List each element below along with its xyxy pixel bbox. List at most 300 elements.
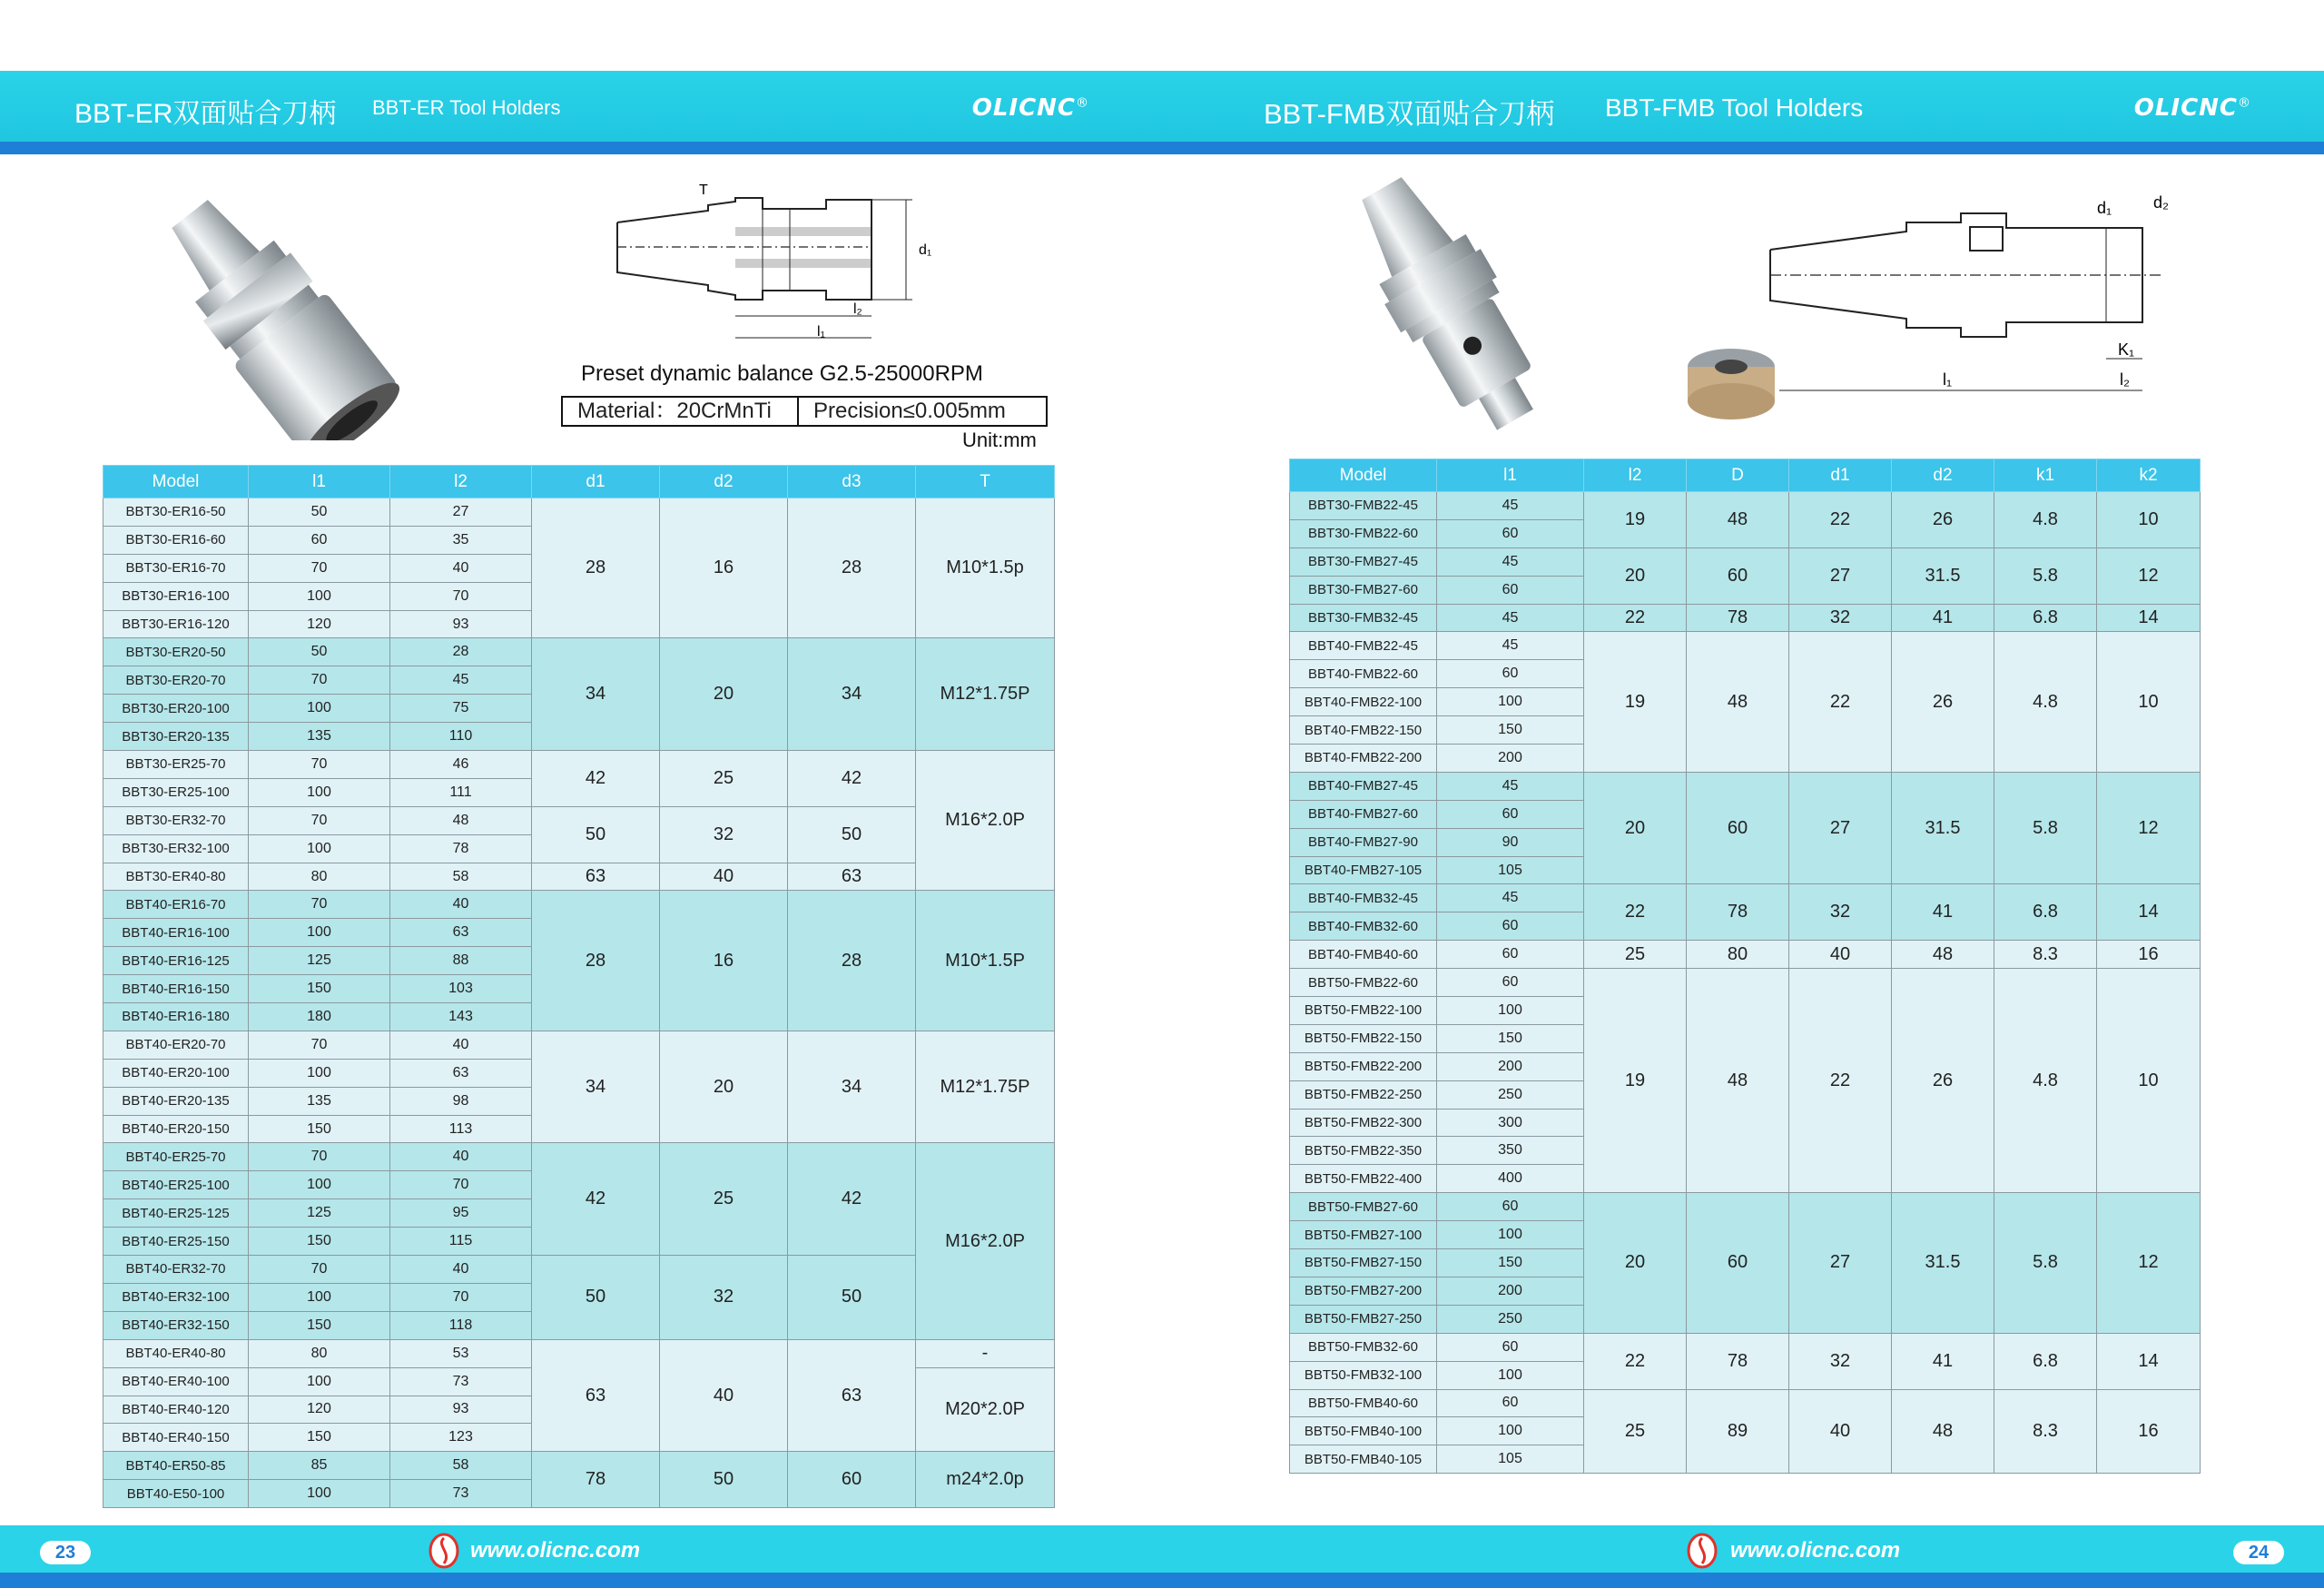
k1-cell: 6.8	[1994, 604, 2097, 632]
model-cell: BBT30-ER25-70	[103, 751, 249, 779]
model-cell: BBT30-ER25-100	[103, 778, 249, 806]
model-cell: BBT40-FMB27-60	[1290, 800, 1437, 828]
model-cell: BBT30-FMB27-60	[1290, 576, 1437, 604]
d2-cell: 20	[660, 638, 788, 751]
model-cell: BBT40-FMB27-90	[1290, 828, 1437, 856]
model-cell: BBT50-FMB40-100	[1290, 1417, 1437, 1445]
l1-cell: 70	[249, 554, 390, 582]
thread-cell: M10*1.5p	[916, 498, 1055, 638]
D-cell: 78	[1687, 884, 1789, 941]
unit-label: Unit:mm	[962, 429, 1037, 451]
column-header-d1: d1	[1789, 459, 1892, 492]
thread-cell: -	[916, 1339, 1055, 1367]
l1-cell: 100	[249, 919, 390, 947]
k1-cell: 8.3	[1994, 941, 2097, 969]
l1-cell: 90	[1437, 828, 1584, 856]
table-row	[1290, 632, 2201, 660]
l1-cell: 50	[249, 638, 390, 666]
table-row	[103, 1339, 1055, 1367]
model-cell: BBT40-ER25-150	[103, 1228, 249, 1256]
k1-cell: 5.8	[1994, 547, 2097, 604]
l1-cell: 100	[249, 834, 390, 863]
material-text: Material：20CrMnTi	[563, 398, 799, 425]
l2-cell: 143	[390, 1003, 532, 1031]
l1-cell: 100	[249, 695, 390, 723]
l1-cell: 125	[249, 947, 390, 975]
l2-cell: 73	[390, 1367, 532, 1396]
d1-cell: 28	[532, 498, 660, 638]
k1-cell: 5.8	[1994, 772, 2097, 884]
l1-cell: 100	[249, 1283, 390, 1311]
d2-cell: 16	[660, 498, 788, 638]
d2-cell: 40	[660, 1339, 788, 1452]
k2-cell: 12	[2097, 772, 2201, 884]
l1-cell: 150	[249, 1228, 390, 1256]
k1-cell: 4.8	[1994, 969, 2097, 1193]
model-cell: BBT50-FMB32-60	[1290, 1333, 1437, 1361]
k2-cell: 10	[2097, 969, 2201, 1193]
model-cell: BBT50-FMB22-200	[1290, 1052, 1437, 1080]
l1-cell: 400	[1437, 1165, 1584, 1193]
model-cell: BBT30-ER20-135	[103, 723, 249, 751]
d2-cell: 40	[660, 863, 788, 891]
model-cell: BBT30-ER16-100	[103, 582, 249, 610]
table-row	[1290, 969, 2201, 997]
l1-cell: 150	[249, 975, 390, 1003]
olicnc-logo-icon	[428, 1533, 459, 1569]
d3-cell: 60	[788, 1452, 916, 1508]
table-row	[103, 751, 1055, 779]
l2-cell: 35	[390, 526, 532, 554]
D-cell: 89	[1687, 1389, 1789, 1474]
l2-cell: 103	[390, 975, 532, 1003]
d2-cell: 26	[1892, 632, 1994, 772]
d1-cell: 27	[1789, 1193, 1892, 1333]
k2-cell: 16	[2097, 941, 2201, 969]
l1-cell: 45	[1437, 884, 1584, 912]
drawing-label-l2-fmb: l₂	[2120, 370, 2130, 389]
model-cell: BBT40-ER16-180	[103, 1003, 249, 1031]
model-cell: BBT50-FMB22-100	[1290, 997, 1437, 1025]
thread-cell: M16*2.0P	[916, 751, 1055, 891]
model-cell: BBT50-FMB22-350	[1290, 1137, 1437, 1165]
l2-cell: 88	[390, 947, 532, 975]
l1-cell: 45	[1437, 547, 1584, 576]
bbt-fmb-technical-drawing	[1761, 186, 2270, 404]
right-page	[1162, 0, 2324, 1588]
drawing-label-l1-fmb: l₁	[1943, 370, 1953, 389]
d2-cell: 41	[1892, 604, 1994, 632]
d3-cell: 34	[788, 1031, 916, 1143]
model-cell: BBT40-FMB22-45	[1290, 632, 1437, 660]
model-cell: BBT30-ER40-80	[103, 863, 249, 891]
k2-cell: 14	[2097, 1333, 2201, 1389]
model-cell: BBT30-ER16-120	[103, 610, 249, 638]
table-row	[103, 1143, 1055, 1171]
l2-cell: 78	[390, 834, 532, 863]
l1-cell: 100	[1437, 1221, 1584, 1249]
l2-cell: 19	[1584, 632, 1687, 772]
d2-cell: 26	[1892, 492, 1994, 548]
table-row	[1290, 941, 2201, 969]
d3-cell: 50	[788, 806, 916, 863]
l2-cell: 40	[390, 1031, 532, 1059]
l1-cell: 85	[249, 1452, 390, 1480]
l1-cell: 100	[1437, 688, 1584, 716]
table-row	[103, 806, 1055, 834]
model-cell: BBT30-ER16-50	[103, 498, 249, 527]
l1-cell: 350	[1437, 1137, 1584, 1165]
l2-cell: 110	[390, 723, 532, 751]
d3-cell: 50	[788, 1256, 916, 1340]
d2-cell: 25	[660, 751, 788, 807]
left-brand-logo: OLICNC®	[971, 94, 1089, 122]
right-title-cn: BBT-FMB双面贴合刀柄	[1264, 98, 1555, 130]
thread-cell: m24*2.0p	[916, 1452, 1055, 1508]
model-cell: BBT30-ER20-100	[103, 695, 249, 723]
column-header-d: D	[1687, 459, 1789, 492]
l1-cell: 45	[1437, 492, 1584, 520]
D-cell: 80	[1687, 941, 1789, 969]
l2-cell: 19	[1584, 492, 1687, 548]
model-cell: BBT40-FMB27-45	[1290, 772, 1437, 800]
model-cell: BBT50-FMB27-250	[1290, 1305, 1437, 1333]
l2-cell: 22	[1584, 884, 1687, 941]
l1-cell: 100	[249, 778, 390, 806]
k1-cell: 5.8	[1994, 1193, 2097, 1333]
d1-cell: 34	[532, 1031, 660, 1143]
model-cell: BBT50-FMB40-105	[1290, 1445, 1437, 1474]
model-cell: BBT50-FMB22-150	[1290, 1024, 1437, 1052]
l1-cell: 60	[1437, 519, 1584, 547]
model-cell: BBT30-ER32-100	[103, 834, 249, 863]
model-cell: BBT50-FMB22-250	[1290, 1080, 1437, 1109]
l2-cell: 20	[1584, 547, 1687, 604]
d2-cell: 48	[1892, 941, 1994, 969]
d1-cell: 42	[532, 751, 660, 807]
l1-cell: 70	[249, 806, 390, 834]
model-cell: BBT40-ER40-100	[103, 1367, 249, 1396]
k1-cell: 4.8	[1994, 492, 2097, 548]
model-cell: BBT40-FMB27-105	[1290, 856, 1437, 884]
l1-cell: 105	[1437, 1445, 1584, 1474]
l1-cell: 50	[249, 498, 390, 527]
l1-cell: 200	[1437, 1277, 1584, 1305]
d3-cell: 63	[788, 863, 916, 891]
l1-cell: 125	[249, 1199, 390, 1228]
l1-cell: 100	[249, 1059, 390, 1087]
l1-cell: 70	[249, 1256, 390, 1284]
model-cell: BBT30-FMB22-60	[1290, 519, 1437, 547]
l2-cell: 58	[390, 1452, 532, 1480]
d2-cell: 32	[660, 806, 788, 863]
d3-cell: 34	[788, 638, 916, 751]
l1-cell: 135	[249, 1087, 390, 1115]
d1-cell: 40	[1789, 941, 1892, 969]
l2-cell: 73	[390, 1480, 532, 1508]
l2-cell: 53	[390, 1339, 532, 1367]
l1-cell: 105	[1437, 856, 1584, 884]
table-header-row	[103, 466, 1055, 498]
l2-cell: 40	[390, 1143, 532, 1171]
model-cell: BBT40-E50-100	[103, 1480, 249, 1508]
k2-cell: 14	[2097, 604, 2201, 632]
thread-cell: M16*2.0P	[916, 1143, 1055, 1339]
column-header-k2: k2	[2097, 459, 2201, 492]
k1-cell: 6.8	[1994, 884, 2097, 941]
d2-cell: 41	[1892, 884, 1994, 941]
model-cell: BBT40-FMB22-150	[1290, 716, 1437, 745]
l1-cell: 300	[1437, 1109, 1584, 1137]
l2-cell: 75	[390, 695, 532, 723]
l1-cell: 60	[1437, 660, 1584, 688]
k2-cell: 10	[2097, 492, 2201, 548]
model-cell: BBT40-ER25-125	[103, 1199, 249, 1228]
left-header-stripe	[0, 142, 1162, 154]
table-row	[1290, 772, 2201, 800]
k2-cell: 14	[2097, 884, 2201, 941]
drawing-label-k1: K₁	[2118, 340, 2135, 359]
page-number-left: 23	[40, 1541, 91, 1564]
k2-cell: 10	[2097, 632, 2201, 772]
d1-cell: 63	[532, 1339, 660, 1452]
table-row	[103, 498, 1055, 527]
table-row	[1290, 492, 2201, 520]
k1-cell: 6.8	[1994, 1333, 2097, 1389]
D-cell: 78	[1687, 1333, 1789, 1389]
model-cell: BBT30-FMB27-45	[1290, 547, 1437, 576]
d3-cell: 28	[788, 891, 916, 1031]
d1-cell: 63	[532, 863, 660, 891]
l1-cell: 100	[1437, 997, 1584, 1025]
l1-cell: 120	[249, 610, 390, 638]
l1-cell: 180	[249, 1003, 390, 1031]
k2-cell: 12	[2097, 547, 2201, 604]
d2-cell: 50	[660, 1452, 788, 1508]
drawing-label-d1-fmb: d₁	[2097, 199, 2112, 217]
table-row	[103, 1256, 1055, 1284]
l2-cell: 63	[390, 1059, 532, 1087]
model-cell: BBT40-ER16-150	[103, 975, 249, 1003]
l1-cell: 100	[249, 1171, 390, 1199]
drawing-label-d2-fmb: d₂	[2153, 193, 2169, 212]
left-header	[0, 71, 1162, 142]
D-cell: 60	[1687, 547, 1789, 604]
table-row	[1290, 884, 2201, 912]
right-footer-stripe	[1162, 1573, 2324, 1588]
website-link-left[interactable]: www.olicnc.com	[470, 1538, 641, 1563]
balance-caption: Preset dynamic balance G2.5-25000RPM	[581, 361, 983, 386]
l2-cell: 27	[390, 498, 532, 527]
model-cell: BBT50-FMB27-150	[1290, 1249, 1437, 1277]
column-header-d1: d1	[532, 466, 660, 498]
model-cell: BBT50-FMB27-200	[1290, 1277, 1437, 1305]
model-cell: BBT40-ER16-100	[103, 919, 249, 947]
k2-cell: 12	[2097, 1193, 2201, 1333]
l1-cell: 60	[1437, 912, 1584, 941]
l2-cell: 22	[1584, 604, 1687, 632]
bbt-er-spec-table	[103, 465, 1055, 1508]
drawing-label-T: T	[699, 182, 708, 198]
model-cell: BBT30-ER20-50	[103, 638, 249, 666]
model-cell: BBT40-ER20-150	[103, 1115, 249, 1143]
model-cell: BBT40-ER40-150	[103, 1424, 249, 1452]
d3-cell: 42	[788, 1143, 916, 1256]
l2-cell: 70	[390, 1283, 532, 1311]
model-cell: BBT40-ER25-70	[103, 1143, 249, 1171]
model-cell: BBT40-FMB32-45	[1290, 884, 1437, 912]
l2-cell: 115	[390, 1228, 532, 1256]
l1-cell: 80	[249, 1339, 390, 1367]
d1-cell: 27	[1789, 547, 1892, 604]
model-cell: BBT50-FMB40-60	[1290, 1389, 1437, 1417]
D-cell: 78	[1687, 604, 1789, 632]
model-cell: BBT40-ER16-70	[103, 891, 249, 919]
l2-cell: 22	[1584, 1333, 1687, 1389]
l2-cell: 28	[390, 638, 532, 666]
l1-cell: 100	[1437, 1361, 1584, 1389]
right-title-en: BBT-FMB Tool Holders	[1605, 94, 1864, 122]
model-cell: BBT40-ER40-80	[103, 1339, 249, 1367]
bbt-er-holder-photo	[118, 159, 499, 440]
l2-cell: 111	[390, 778, 532, 806]
l2-cell: 40	[390, 1256, 532, 1284]
d3-cell: 42	[788, 751, 916, 807]
column-header-d3: d3	[788, 466, 916, 498]
l2-cell: 98	[390, 1087, 532, 1115]
column-header-t: T	[916, 466, 1055, 498]
l1-cell: 120	[249, 1396, 390, 1424]
table-row	[103, 1452, 1055, 1480]
column-header-d2: d2	[660, 466, 788, 498]
l2-cell: 113	[390, 1115, 532, 1143]
model-cell: BBT40-ER50-85	[103, 1452, 249, 1480]
table-row	[1290, 1193, 2201, 1221]
model-cell: BBT30-ER32-70	[103, 806, 249, 834]
d1-cell: 28	[532, 891, 660, 1031]
l2-cell: 70	[390, 582, 532, 610]
d2-cell: 31.5	[1892, 547, 1994, 604]
model-cell: BBT50-FMB22-300	[1290, 1109, 1437, 1137]
l2-cell: 58	[390, 863, 532, 891]
D-cell: 60	[1687, 772, 1789, 884]
drawing-label-l1: l₁	[817, 324, 825, 340]
d1-cell: 22	[1789, 969, 1892, 1193]
d2-cell: 26	[1892, 969, 1994, 1193]
l1-cell: 60	[1437, 1333, 1584, 1361]
l1-cell: 200	[1437, 1052, 1584, 1080]
model-cell: BBT40-FMB22-100	[1290, 688, 1437, 716]
d1-cell: 42	[532, 1143, 660, 1256]
l1-cell: 150	[1437, 1024, 1584, 1052]
l2-cell: 20	[1584, 1193, 1687, 1333]
l2-cell: 70	[390, 1171, 532, 1199]
d1-cell: 27	[1789, 772, 1892, 884]
d2-cell: 31.5	[1892, 1193, 1994, 1333]
column-header-l1: l1	[249, 466, 390, 498]
model-cell: BBT40-ER32-100	[103, 1283, 249, 1311]
d1-cell: 78	[532, 1452, 660, 1508]
model-cell: BBT40-ER20-135	[103, 1087, 249, 1115]
left-footer-stripe	[0, 1573, 1162, 1588]
column-header-model: Model	[1290, 459, 1437, 492]
d1-cell: 50	[532, 806, 660, 863]
d2-cell: 31.5	[1892, 772, 1994, 884]
right-brand-logo: OLICNC®	[2133, 94, 2251, 122]
D-cell: 60	[1687, 1193, 1789, 1333]
right-header	[1162, 71, 2324, 142]
D-cell: 48	[1687, 969, 1789, 1193]
l1-cell: 250	[1437, 1305, 1584, 1333]
model-cell: BBT50-FMB27-100	[1290, 1221, 1437, 1249]
model-cell: BBT40-FMB22-200	[1290, 745, 1437, 773]
l2-cell: 95	[390, 1199, 532, 1228]
l1-cell: 70	[249, 1031, 390, 1059]
table-row	[1290, 604, 2201, 632]
l1-cell: 60	[1437, 1193, 1584, 1221]
right-header-stripe	[1162, 142, 2324, 154]
l2-cell: 45	[390, 666, 532, 695]
table-row	[1290, 1389, 2201, 1417]
model-cell: BBT50-FMB22-400	[1290, 1165, 1437, 1193]
bbt-fmb-spec-table	[1289, 459, 2201, 1474]
d2-cell: 16	[660, 891, 788, 1031]
model-cell: BBT30-ER16-70	[103, 554, 249, 582]
l2-cell: 93	[390, 1396, 532, 1424]
model-cell: BBT50-FMB32-100	[1290, 1361, 1437, 1389]
l1-cell: 100	[249, 1480, 390, 1508]
thread-cell: M12*1.75P	[916, 1031, 1055, 1143]
model-cell: BBT30-ER20-70	[103, 666, 249, 695]
l1-cell: 45	[1437, 772, 1584, 800]
thread-cell: M20*2.0P	[916, 1367, 1055, 1452]
l1-cell: 135	[249, 723, 390, 751]
l1-cell: 200	[1437, 745, 1584, 773]
k1-cell: 8.3	[1994, 1389, 2097, 1474]
model-cell: BBT30-FMB32-45	[1290, 604, 1437, 632]
page-number-right: 24	[2233, 1541, 2284, 1564]
website-link-right[interactable]: www.olicnc.com	[1730, 1538, 1901, 1563]
l1-cell: 70	[249, 666, 390, 695]
model-cell: BBT40-ER20-100	[103, 1059, 249, 1087]
d1-cell: 32	[1789, 884, 1892, 941]
d1-cell: 22	[1789, 632, 1892, 772]
table-row	[103, 1031, 1055, 1059]
l1-cell: 60	[1437, 800, 1584, 828]
l1-cell: 70	[249, 891, 390, 919]
l1-cell: 60	[1437, 969, 1584, 997]
l1-cell: 60	[1437, 1389, 1584, 1417]
table-row	[103, 863, 1055, 891]
l1-cell: 100	[249, 582, 390, 610]
d3-cell: 28	[788, 498, 916, 638]
D-cell: 48	[1687, 632, 1789, 772]
model-cell: BBT40-FMB40-60	[1290, 941, 1437, 969]
d1-cell: 50	[532, 1256, 660, 1340]
l1-cell: 100	[249, 1367, 390, 1396]
model-cell: BBT30-ER16-60	[103, 526, 249, 554]
column-header-model: Model	[103, 466, 249, 498]
model-cell: BBT50-FMB22-60	[1290, 969, 1437, 997]
l2-cell: 93	[390, 610, 532, 638]
l2-cell: 118	[390, 1311, 532, 1339]
D-cell: 48	[1687, 492, 1789, 548]
drawing-label-d1: d₁	[919, 242, 932, 258]
left-title-en: BBT-ER Tool Holders	[372, 96, 561, 119]
column-header-l2: l2	[390, 466, 532, 498]
l2-cell: 40	[390, 554, 532, 582]
l1-cell: 150	[249, 1115, 390, 1143]
